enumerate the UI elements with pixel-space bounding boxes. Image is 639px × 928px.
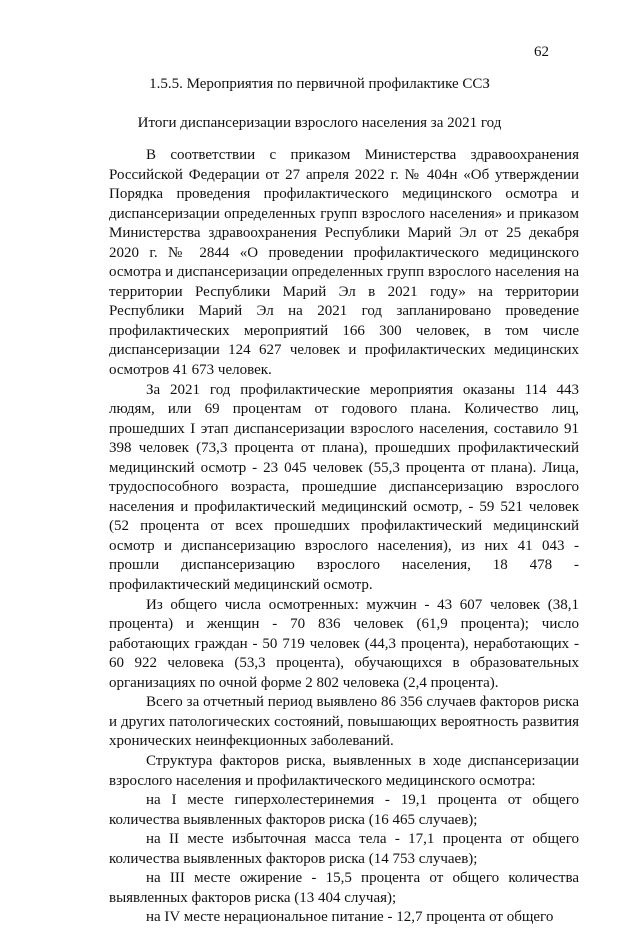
paragraph-regulatory-basis: В соответствии с приказом Министерства здравоохранения Российской Федерации от 27 апреля 2022 г. № 404н «Об утверждении Порядка проведения профилактического медицинского осмотра и диспансеризации определенных групп взрослого населения» и приказом Министерства здравоохранения Республики Марий Эл от 25 декабря 2020 г. № 2844 «О проведении профилактического медицинского осмотра и диспансеризации определенных групп взрослого населения на территории Республики Марий Эл в 2021 году» на территории Республики Марий Эл на 2021 год запланировано проведение профилактических мероприятий 166 300 человек, в том числе диспансеризации 124 627 человек и профилактических медицинских осмотров 41 673 человек. — [109, 147, 579, 379]
list-item-rank-3: на III месте ожирение - 15,5 процента от общего количества выявленных факторов риска (13 404 случая); — [109, 870, 579, 906]
subtitle: Итоги диспансеризации взрослого населения за 2021 год — [137, 115, 502, 131]
list-item-rank-2: на II месте избыточная масса тела - 17,1 процента от общего количества выявленных факторов риска (14 753 случаев); — [109, 831, 579, 867]
paragraph-results-2021: За 2021 год профилактические мероприятия оказаны 114 443 людям, или 69 процентам от годового плана. Количество лиц, прошедших I этап диспансеризации взрослого населения, составило 91 398 человек (73,3 процента от плана), прошедших профилактический медицинский осмотр - 23 045 человек (55,3 процента от плана). Лица, трудоспособного возраста, прошедшие диспансеризацию взрослого населения и профилактический медицинский осмотр, - 59 521 человек (52 процента от всех прошедших профилактический медицинский осмотр и диспансеризацию взрослого населения), из них 41 043 - прошли диспансеризацию взрослого населения, 18 478 - профилактический медицинский осмотр. — [109, 381, 579, 594]
body-text — [109, 146, 579, 928]
page-number: 62 — [534, 44, 549, 60]
list-item-rank-4: на IV месте нерациональное питание - 12,7 процента от общего — [146, 909, 554, 926]
list-item-rank-1: на I месте гиперхолестеринемия - 19,1 процента от общего количества выявленных факторов риска (16 465 случаев); — [109, 792, 579, 828]
section-title: 1.5.5. Мероприятия по первичной профилактике ССЗ — [149, 76, 490, 92]
paragraph-risk-structure-intro: Структура факторов риска, выявленных в ходе диспансеризации взрослого населения и профилактического медицинского осмотра: — [109, 752, 579, 789]
paragraph-examined-breakdown: Из общего числа осмотренных: мужчин - 43 607 человек (38,1 процента) и женщин - 70 836 человек (61,9 процента); число работающих граждан - 50 719 человек (44,3 процента), неработающих - 60 922 человека (53,3 процента), обучающихся в образовательных организациях по очной форме 2 802 человека (2,4 процента). — [109, 596, 579, 691]
paragraph-risk-factors-total: Всего за отчетный период выявлено 86 356 случаев факторов риска и других патологических состояний, повышающих вероятность развития хронических неинфекционных заболеваний. — [109, 694, 579, 750]
